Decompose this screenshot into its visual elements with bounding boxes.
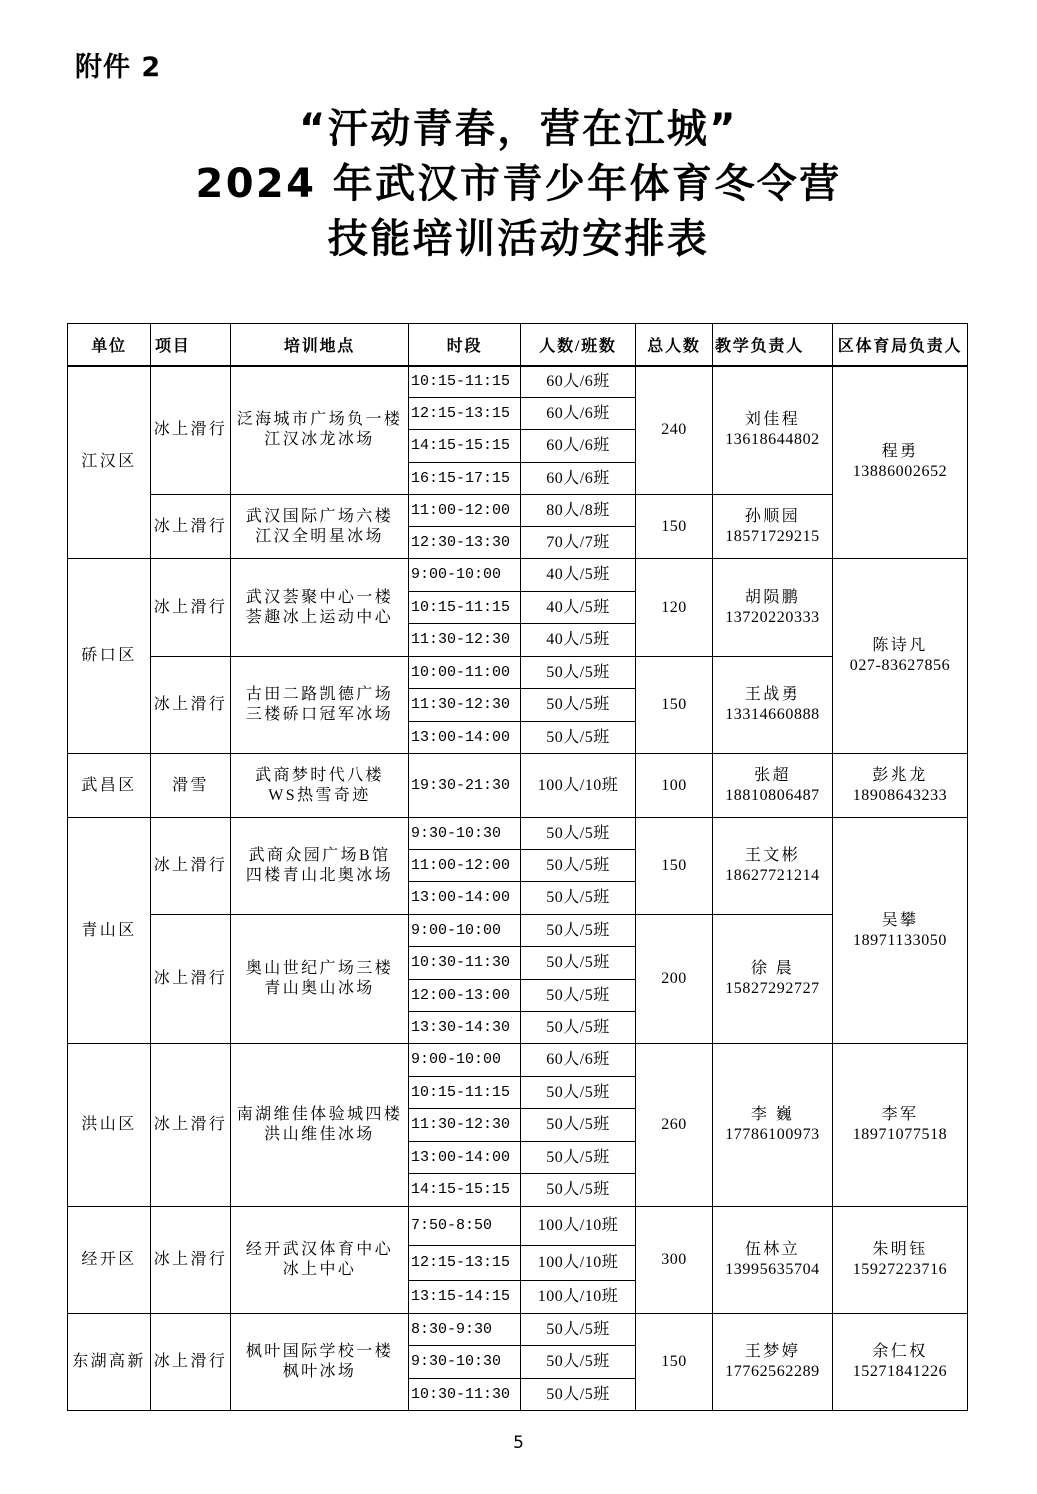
class-size-cell: [521, 463, 636, 495]
contact-phone: 13720220333: [725, 608, 820, 626]
class-size-cell: [521, 1207, 636, 1246]
class-size-text: 50人/5班: [546, 1353, 610, 1370]
total-cell: [636, 818, 713, 915]
total-count: 260: [661, 1116, 687, 1133]
class-size-text: 50人/5班: [546, 1018, 610, 1036]
time-slot-text: 14:15-15:15: [411, 1181, 511, 1198]
time-slot-text: 8:30-9:30: [411, 1320, 493, 1338]
project-cell: [151, 818, 231, 915]
time-slot-cell: [409, 366, 521, 398]
table-row: [68, 754, 968, 818]
total-cell: [636, 915, 713, 1044]
class-size-cell: [521, 1379, 636, 1411]
time-slot-text: 10:30-11:30: [411, 954, 511, 971]
teaching-lead-cell: [713, 559, 833, 657]
time-slot-text: 13:00-14:00: [411, 728, 511, 746]
teaching-lead-cell: [713, 754, 833, 818]
time-slot-text: 12:15-13:15: [411, 1254, 511, 1271]
time-slot-text: 12:15-13:15: [411, 404, 511, 422]
location-line: 武汉国际广场六楼: [245, 507, 394, 525]
table-row: [68, 818, 968, 850]
project-cell: [151, 1044, 231, 1207]
class-size-cell: [521, 1109, 636, 1142]
location-line: 奥山世纪广场三楼: [245, 960, 394, 977]
class-size-cell: [521, 722, 636, 754]
contact-phone: 13314660888: [725, 706, 820, 723]
location-line: 武汉荟聚中心一楼: [245, 588, 394, 606]
class-size-cell: [521, 1174, 636, 1207]
time-slot-cell: [409, 1281, 521, 1314]
total-cell: [636, 657, 713, 754]
class-size-text: 100人/10班: [537, 1254, 619, 1271]
time-slot-cell: [409, 463, 521, 495]
location-line: 枫叶冰场: [282, 1363, 357, 1380]
total-count: 150: [661, 517, 687, 535]
location-line: 洪山维佳冰场: [264, 1126, 375, 1143]
teaching-lead-cell: [713, 1044, 833, 1207]
total-count: 120: [661, 598, 687, 616]
time-slot-cell: [409, 1207, 521, 1246]
project-name: 冰上滑行: [153, 696, 228, 713]
class-size-text: 40人/5班: [546, 631, 610, 648]
contact-phone: 18971133050: [852, 931, 947, 949]
time-slot-text: 11:30-12:30: [411, 696, 511, 713]
class-size-text: 60人/6班: [546, 437, 610, 454]
contact-phone: 027-83627856: [849, 657, 951, 674]
project-name: 滑雪: [172, 776, 209, 794]
class-size-cell: [521, 980, 636, 1012]
class-size-text: 50人/5班: [546, 728, 610, 746]
project-name: 冰上滑行: [153, 598, 228, 616]
location-line: 四楼青山北奥冰场: [245, 867, 394, 884]
contact-name: 彭兆龙: [872, 766, 928, 784]
header-project: 项目: [151, 324, 231, 366]
contact-name: 李军: [881, 1106, 919, 1123]
district-name: 洪山区: [81, 1116, 137, 1133]
header-time-slot: 时段: [409, 324, 521, 366]
class-size-text: 50人/5班: [546, 1148, 610, 1166]
location-line: 青山奥山冰场: [264, 980, 375, 997]
time-slot-cell: [409, 882, 521, 915]
time-slot-text: 13:30-14:30: [411, 1018, 511, 1036]
class-size-text: 60人/6班: [546, 1051, 610, 1068]
class-size-cell: [521, 1346, 636, 1379]
time-slot-text: 13:15-14:15: [411, 1288, 511, 1305]
district-cell: [68, 1207, 151, 1314]
location-cell: [231, 915, 409, 1044]
project-name: 冰上滑行: [153, 517, 228, 535]
location-line: 南湖维佳体验城四楼: [236, 1106, 403, 1123]
class-size-cell: [521, 882, 636, 915]
class-size-text: 100人/10班: [537, 1217, 619, 1234]
class-size-cell: [521, 754, 636, 818]
total-cell: [636, 495, 713, 559]
time-slot-cell: [409, 1346, 521, 1379]
bureau-contact-cell: [833, 818, 968, 1044]
teaching-lead-cell: [713, 495, 833, 559]
class-size-text: 50人/5班: [546, 1385, 610, 1403]
attachment-label: 附件 2: [75, 52, 162, 83]
time-slot-cell: [409, 657, 521, 689]
class-size-text: 50人/5班: [546, 856, 610, 874]
bureau-contact-cell: [833, 559, 968, 754]
class-size-cell: [521, 430, 636, 463]
total-count: 150: [661, 857, 687, 874]
contact-phone: 13886002652: [852, 463, 948, 481]
contact-phone: 18810806487: [725, 786, 820, 804]
header-district: 单位: [68, 324, 151, 366]
table-row: [68, 366, 968, 398]
contact-name: 张超: [754, 766, 791, 784]
class-size-cell: [521, 1314, 636, 1346]
time-slot-text: 10:15-11:15: [411, 598, 511, 616]
time-slot-cell: [409, 754, 521, 818]
location-cell: [231, 366, 409, 495]
header-teaching-lead: 教学负责人: [713, 324, 833, 366]
bureau-contact-cell: [833, 1314, 968, 1411]
schedule-table: [67, 323, 968, 1411]
location-cell: [231, 495, 409, 559]
contact-phone: 15927223716: [852, 1261, 948, 1278]
time-slot-cell: [409, 1246, 521, 1281]
time-slot-cell: [409, 1077, 521, 1109]
location-line: 荟趣冰上运动中心: [245, 608, 394, 626]
time-slot-cell: [409, 1314, 521, 1346]
class-size-cell: [521, 624, 636, 657]
location-line: WS热雪奇迹: [268, 786, 371, 804]
total-cell: [636, 1044, 713, 1207]
project-name: 冰上滑行: [153, 421, 228, 439]
district-cell: [68, 559, 151, 754]
total-count: 300: [661, 1251, 687, 1268]
bureau-contact-cell: [833, 1207, 968, 1314]
page-number: 5: [513, 1433, 524, 1453]
class-size-cell: [521, 850, 636, 882]
time-slot-text: 9:30-10:30: [411, 824, 502, 842]
class-size-text: 50人/5班: [546, 889, 610, 906]
total-cell: [636, 1207, 713, 1314]
project-cell: [151, 1207, 231, 1314]
bureau-contact-cell: [833, 754, 968, 818]
time-slot-text: 11:00-12:00: [411, 501, 511, 519]
class-size-cell: [521, 592, 636, 624]
project-cell: [151, 657, 231, 754]
location-cell: [231, 559, 409, 657]
table-row: [68, 559, 968, 592]
time-slot-cell: [409, 818, 521, 850]
class-size-text: 50人/5班: [546, 986, 610, 1004]
teaching-lead-cell: [713, 1207, 833, 1314]
contact-phone: 13618644802: [725, 431, 820, 449]
total-count: 240: [661, 421, 687, 439]
time-slot-text: 7:50-8:50: [411, 1217, 493, 1234]
district-name: 经开区: [81, 1251, 137, 1268]
contact-name: 陈诗凡: [872, 637, 928, 654]
contact-name: 程勇: [881, 443, 919, 461]
contact-phone: 18571729215: [725, 527, 820, 545]
class-size-text: 50人/5班: [546, 1083, 610, 1101]
time-slot-text: 19:30-21:30: [411, 776, 511, 794]
contact-name: 伍林立: [744, 1241, 801, 1258]
class-size-cell: [521, 527, 636, 559]
contact-phone: 15827292727: [725, 980, 820, 997]
class-size-cell: [521, 1044, 636, 1077]
location-line: 武商梦时代八楼: [255, 766, 384, 784]
contact-name: 余仁权: [872, 1343, 928, 1360]
location-line: 枫叶国际学校一楼: [245, 1343, 394, 1360]
table-body: [68, 366, 968, 1411]
district-cell: [68, 818, 151, 1044]
contact-phone: 13995635704: [725, 1261, 820, 1278]
project-cell: [151, 495, 231, 559]
district-name: 江汉区: [81, 453, 137, 471]
time-slot-text: 9:00-10:00: [411, 921, 502, 939]
time-slot-cell: [409, 850, 521, 882]
location-cell: [231, 818, 409, 915]
class-size-text: 50人/5班: [546, 824, 610, 842]
contact-phone: 18627721214: [725, 867, 820, 884]
class-size-cell: [521, 366, 636, 398]
class-size-cell: [521, 1142, 636, 1174]
district-cell: [68, 754, 151, 818]
contact-name: 孙顺园: [744, 507, 801, 525]
location-line: 冰上中心: [282, 1261, 357, 1278]
teaching-lead-cell: [713, 1314, 833, 1411]
project-cell: [151, 915, 231, 1044]
class-size-cell: [521, 559, 636, 592]
total-count: 150: [661, 1353, 687, 1370]
class-size-cell: [521, 1246, 636, 1281]
table-row: [68, 1314, 968, 1346]
time-slot-text: 13:00-14:00: [411, 1148, 511, 1166]
class-size-cell: [521, 1077, 636, 1109]
time-slot-cell: [409, 559, 521, 592]
class-size-text: 60人/6班: [546, 404, 610, 422]
bureau-contact-cell: [833, 366, 968, 559]
class-size-text: 50人/5班: [546, 1320, 610, 1338]
contact-phone: 17786100973: [725, 1126, 820, 1143]
time-slot-cell: [409, 624, 521, 657]
time-slot-text: 12:00-13:00: [411, 986, 511, 1004]
time-slot-text: 10:00-11:00: [411, 663, 511, 681]
total-cell: [636, 754, 713, 818]
total-cell: [636, 559, 713, 657]
title-line-1: “汗动青春，营在江城”: [299, 106, 738, 152]
time-slot-text: 13:00-14:00: [411, 889, 511, 906]
teaching-lead-cell: [713, 915, 833, 1044]
title-line-3: 技能培训活动安排表: [327, 216, 710, 262]
bureau-contact-cell: [833, 1044, 968, 1207]
total-count: 200: [661, 970, 687, 987]
title-line-2: 2024 年武汉市青少年体育冬令营: [195, 161, 842, 207]
time-slot-text: 11:30-12:30: [411, 631, 511, 648]
contact-name: 朱明钰: [872, 1241, 928, 1258]
time-slot-text: 11:00-12:00: [411, 856, 511, 874]
location-cell: [231, 1314, 409, 1411]
contact-name: 徐 晨: [750, 960, 795, 977]
district-cell: [68, 1044, 151, 1207]
time-slot-text: 9:30-10:30: [411, 1353, 502, 1370]
location-line: 古田二路凯德广场: [245, 686, 394, 703]
contact-phone: 15271841226: [852, 1363, 948, 1380]
project-name: 冰上滑行: [153, 1353, 228, 1370]
location-line: 经开武汉体育中心: [245, 1241, 394, 1258]
class-size-text: 50人/5班: [546, 921, 610, 939]
contact-name: 胡陨鹏: [744, 588, 801, 606]
location-line: 江汉冰龙冰场: [264, 431, 375, 449]
time-slot-text: 10:15-11:15: [411, 1083, 511, 1101]
project-name: 冰上滑行: [153, 857, 228, 874]
header-location: 培训地点: [231, 324, 409, 366]
project-name: 冰上滑行: [153, 1116, 228, 1133]
class-size-cell: [521, 1012, 636, 1044]
time-slot-cell: [409, 430, 521, 463]
location-cell: [231, 1207, 409, 1314]
time-slot-cell: [409, 1044, 521, 1077]
contact-name: 王文彬: [744, 847, 801, 864]
class-size-cell: [521, 495, 636, 527]
class-size-text: 50人/5班: [546, 663, 610, 681]
project-cell: [151, 559, 231, 657]
time-slot-cell: [409, 592, 521, 624]
time-slot-cell: [409, 527, 521, 559]
time-slot-cell: [409, 689, 521, 722]
contact-phone: 18971077518: [852, 1126, 948, 1143]
project-name: 冰上滑行: [153, 970, 228, 987]
location-line: 武商众园广场B馆: [248, 847, 391, 864]
class-size-cell: [521, 398, 636, 430]
table-header: [68, 324, 968, 366]
location-cell: [231, 1044, 409, 1207]
time-slot-text: 10:30-11:30: [411, 1385, 511, 1403]
project-cell: [151, 754, 231, 818]
contact-name: 刘佳程: [744, 411, 801, 429]
time-slot-cell: [409, 495, 521, 527]
class-size-text: 60人/6班: [546, 469, 610, 487]
class-size-cell: [521, 818, 636, 850]
class-size-text: 50人/5班: [546, 1181, 610, 1198]
class-size-text: 40人/5班: [546, 566, 610, 583]
time-slot-cell: [409, 947, 521, 980]
table-row: [68, 1207, 968, 1246]
time-slot-cell: [409, 1109, 521, 1142]
time-slot-cell: [409, 398, 521, 430]
contact-name: 王梦婷: [744, 1343, 801, 1360]
district-cell: [68, 1314, 151, 1411]
document-title: [0, 102, 1037, 267]
header-class-size: 人数/班数: [521, 324, 636, 366]
district-name: 青山区: [81, 921, 137, 939]
total-cell: [636, 366, 713, 495]
project-name: 冰上滑行: [153, 1251, 228, 1268]
time-slot-text: 14:15-15:15: [411, 437, 511, 454]
district-cell: [68, 366, 151, 559]
project-cell: [151, 366, 231, 495]
district-name: 武昌区: [81, 776, 137, 794]
contact-name: 吴攀: [881, 911, 919, 929]
class-size-text: 50人/5班: [546, 696, 610, 713]
class-size-cell: [521, 689, 636, 722]
time-slot-cell: [409, 1379, 521, 1411]
district-name: 东湖高新: [72, 1353, 146, 1370]
time-slot-text: 9:00-10:00: [411, 1051, 502, 1068]
time-slot-text: 11:30-12:30: [411, 1116, 511, 1133]
class-size-text: 50人/5班: [546, 954, 610, 971]
class-size-cell: [521, 947, 636, 980]
location-line: 泛海城市广场负一楼: [236, 411, 403, 429]
header-row: [68, 324, 968, 366]
time-slot-text: 16:15-17:15: [411, 469, 511, 487]
time-slot-cell: [409, 1174, 521, 1207]
location-line: 三楼硚口冠军冰场: [245, 706, 394, 723]
contact-phone: 17762562289: [725, 1363, 820, 1380]
class-size-text: 100人/10班: [537, 1288, 619, 1305]
time-slot-cell: [409, 915, 521, 947]
teaching-lead-cell: [713, 818, 833, 915]
teaching-lead-cell: [713, 366, 833, 495]
time-slot-cell: [409, 1012, 521, 1044]
project-cell: [151, 1314, 231, 1411]
contact-name: 李 巍: [750, 1106, 795, 1123]
time-slot-cell: [409, 1142, 521, 1174]
header-bureau-contact: 区体育局负责人: [833, 324, 968, 366]
contact-name: 王战勇: [744, 686, 801, 703]
location-line: 江汉全明星冰场: [255, 527, 384, 545]
class-size-cell: [521, 657, 636, 689]
district-name: 硚口区: [81, 647, 137, 664]
teaching-lead-cell: [713, 657, 833, 754]
total-count: 150: [661, 696, 687, 713]
class-size-text: 40人/5班: [546, 598, 610, 616]
class-size-cell: [521, 1281, 636, 1314]
class-size-text: 80人/8班: [546, 501, 610, 519]
total-count: 100: [661, 776, 687, 794]
time-slot-text: 12:30-13:30: [411, 533, 511, 551]
time-slot-cell: [409, 722, 521, 754]
class-size-text: 70人/7班: [546, 533, 610, 551]
time-slot-text: 9:00-10:00: [411, 566, 502, 583]
location-cell: [231, 754, 409, 818]
class-size-text: 100人/10班: [537, 776, 619, 794]
total-cell: [636, 1314, 713, 1411]
contact-phone: 18908643233: [852, 786, 948, 804]
table-row: [68, 1044, 968, 1077]
class-size-cell: [521, 915, 636, 947]
class-size-text: 50人/5班: [546, 1116, 610, 1133]
time-slot-text: 10:15-11:15: [411, 372, 511, 390]
location-cell: [231, 657, 409, 754]
class-size-text: 60人/6班: [546, 372, 610, 390]
header-total: 总人数: [636, 324, 713, 366]
time-slot-cell: [409, 980, 521, 1012]
